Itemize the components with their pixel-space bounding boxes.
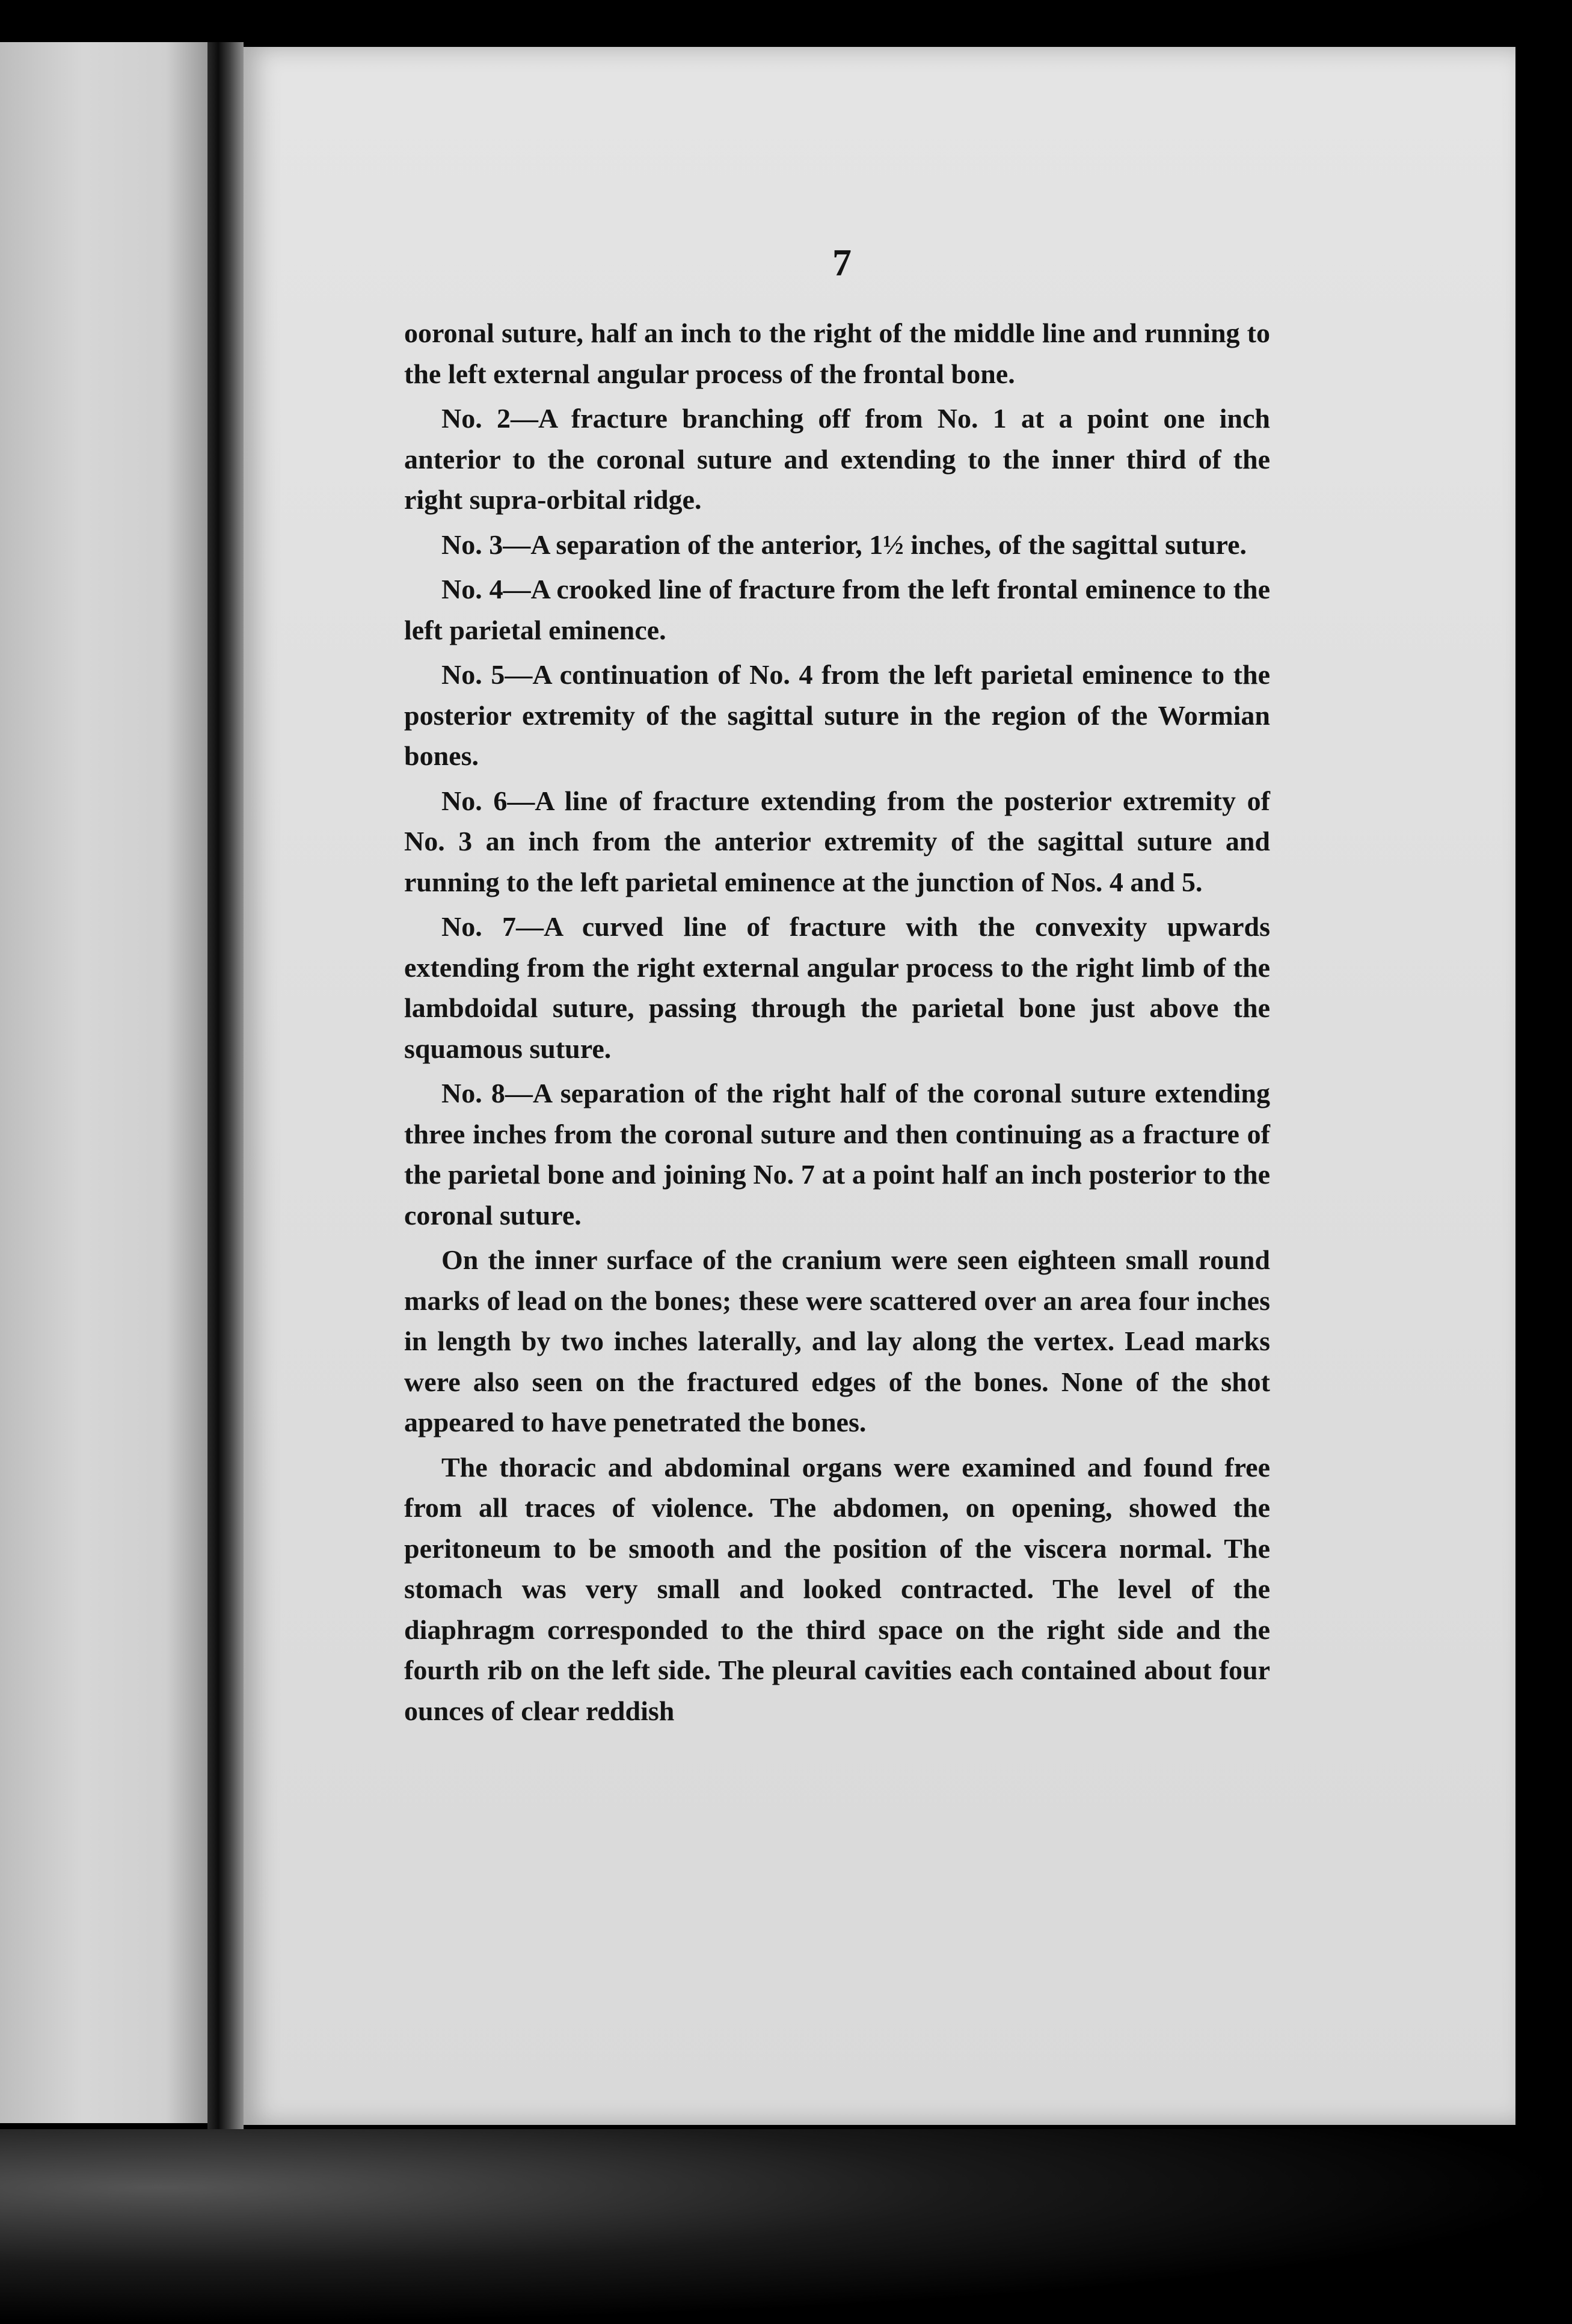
paragraph-fracture-3: No. 3—A separation of the anterior, 1½ inches, of the sagittal suture. [441,529,1247,560]
facing-page-edge [0,42,207,2123]
paragraph-inner-surface: On the inner surface of the cranium were seen eighteen small round marks of lead on the bones; these were scattered over an area four inches in length by two inches laterally, and lay along the vertex. Lead marks were also seen on the fractured edges of the bones. None of the shot appeared to have penetrated the bones. [404,1244,1270,1437]
paragraph-fracture-6: No. 6—A line of fracture extending from the posterior extremity of No. 3 an inch from the anterior extremity of the sagittal suture and running to the left parietal eminence at the junction of Nos. 4 and 5. [404,785,1270,897]
page-number: 7 [832,241,852,284]
scanner-bed-area [0,2129,1572,2324]
paragraph-fracture-5: No. 5—A continuation of No. 4 from the left parietal eminence to the posterior extremity of the sagittal suture in the region of the Wormian bones. [404,659,1270,771]
paragraph-fracture-7: No. 7—A curved line of fracture with the convexity upwards extending from the right external angular process to the right limb of the lambdoidal suture, passing through the parietal bone just above the squamous suture. [404,911,1270,1064]
paragraph-fracture-4: No. 4—A crooked line of fracture from the left frontal eminence to the left parietal eminence. [404,574,1270,645]
page-body-text [404,313,1270,1735]
book-gutter-shadow [207,42,244,2129]
paragraph-fracture-8: No. 8—A separation of the right half of the coronal suture extending three inches from the coronal suture and then continuing as a fracture of the parietal bone and joining No. 7 at a point half an inch posterior to the coronal suture. [404,1078,1270,1231]
paragraph-continuation: ooronal suture, half an inch to the right of the middle line and running to the left external angular process of the frontal bone. [404,318,1270,389]
paragraph-thoracic-abdominal: The thoracic and abdominal organs were examined and found free from all traces of violence. The abdomen, on opening, showed the peritoneum to be smooth and the position of the viscera normal. The stomach was very small and looked contracted. The level of the diaphragm corresponded to the third space on the right side and the fourth rib on the left side. The pleural cavities each contained about four ounces of clear reddish [404,1451,1270,1726]
paragraph-fracture-2: No. 2—A fracture branching off from No. 1 at a point one inch anterior to the coronal suture and extending to the inner third of the right supra-orbital ridge. [404,403,1270,515]
